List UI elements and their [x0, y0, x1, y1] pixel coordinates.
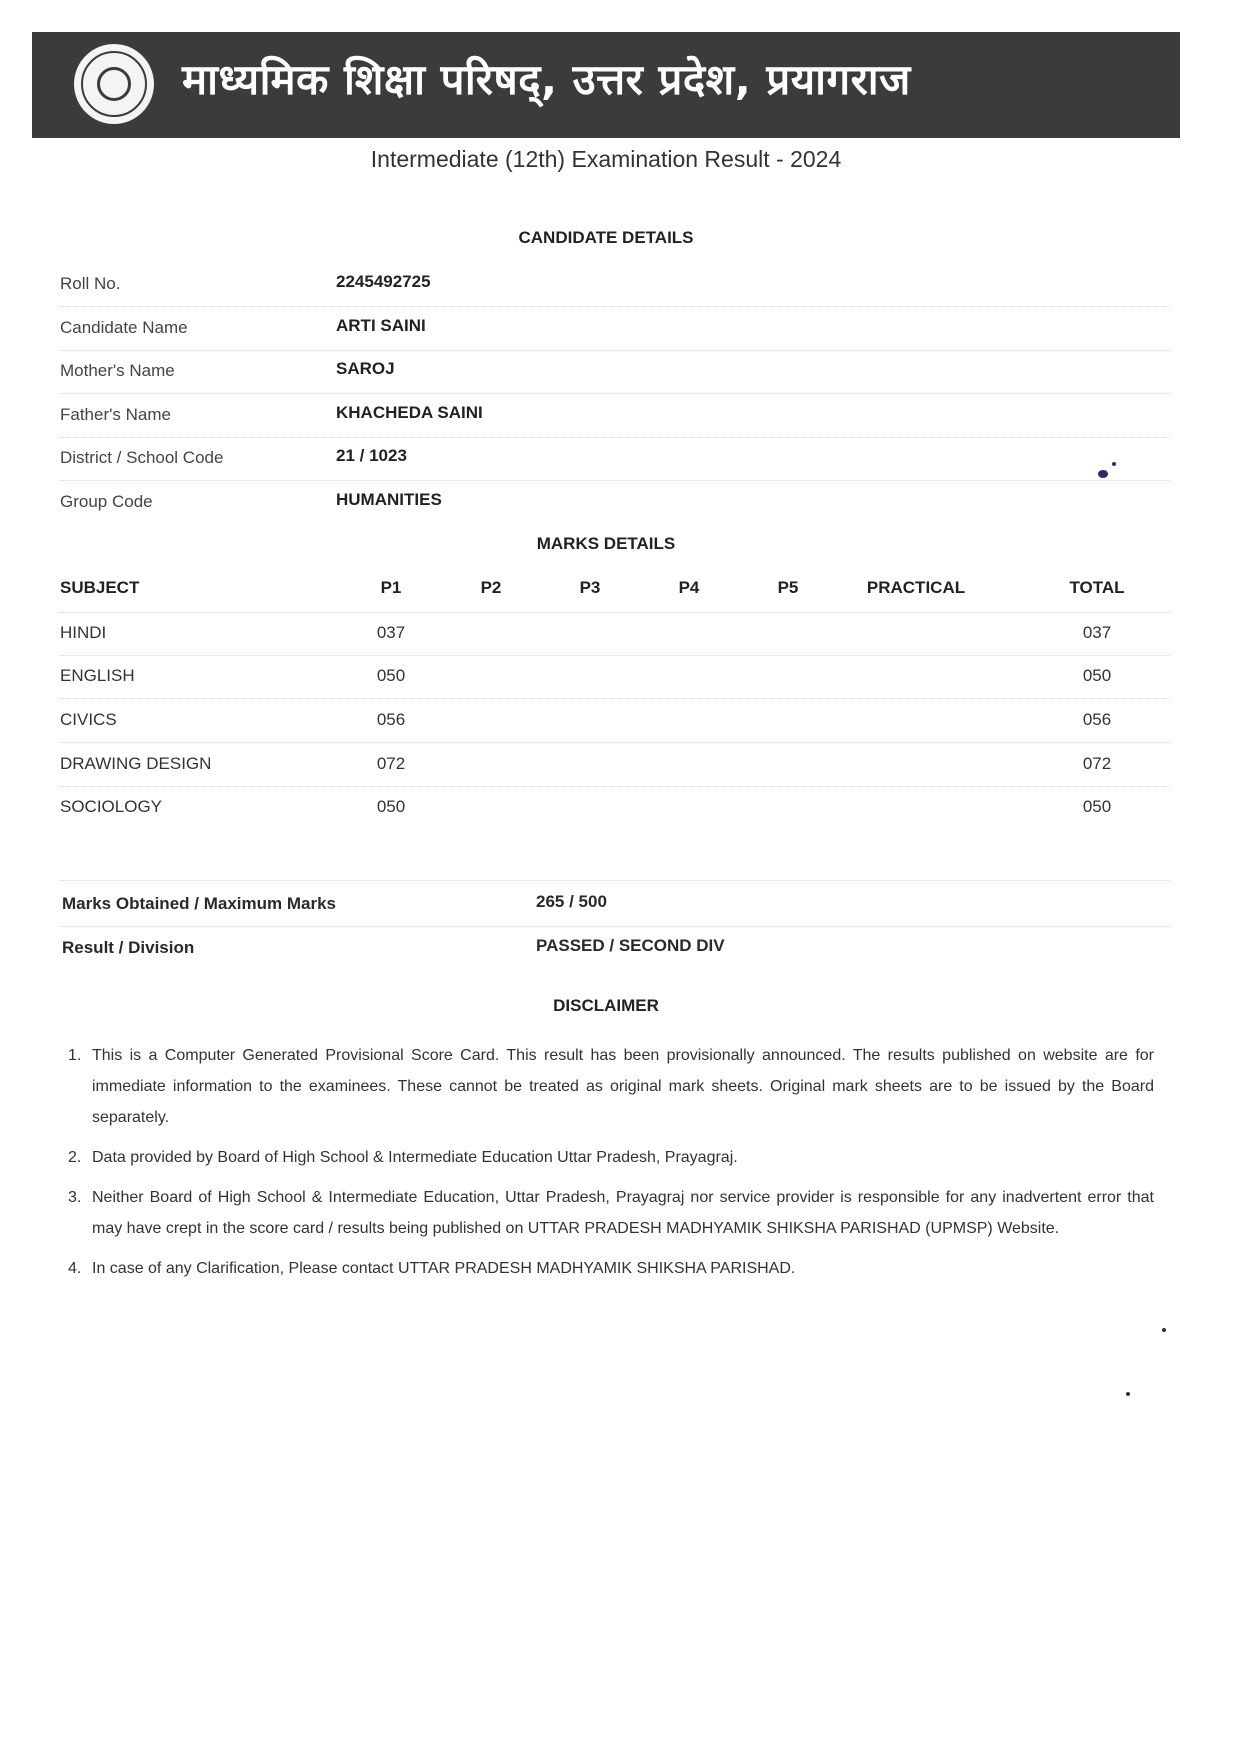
detail-row-group-code	[60, 492, 1170, 532]
table-row	[60, 754, 1180, 794]
disclaimer-text: Data provided by Board of High School & Intermediate Education Uttar Pradesh, Prayagraj.	[92, 1149, 738, 1166]
divider	[60, 698, 1170, 699]
column-header-p3: P3	[579, 578, 601, 597]
column-header-p1: P1	[380, 578, 402, 597]
detail-label: District / School Code	[60, 448, 224, 467]
divider	[60, 655, 1170, 656]
detail-label: Father's Name	[60, 405, 171, 424]
marks-obtained-row	[62, 894, 1162, 934]
p1-cell: 050	[376, 666, 406, 685]
ink-speck	[1098, 470, 1108, 478]
detail-value: 2245492725	[336, 272, 431, 291]
disclaimer-heading: DISCLAIMER	[553, 996, 659, 1015]
detail-label: Candidate Name	[60, 318, 188, 337]
candidate-details-heading: CANDIDATE DETAILS	[518, 228, 694, 247]
p1-cell: 056	[376, 710, 406, 729]
divider	[60, 350, 1170, 351]
p1-cell: 072	[376, 754, 406, 773]
ink-speck	[1162, 1328, 1166, 1332]
detail-value: ARTI SAINI	[336, 316, 426, 335]
column-header-subject: SUBJECT	[60, 578, 140, 597]
divider	[60, 393, 1170, 394]
exam-title: Intermediate (12th) Examination Result - 2024	[370, 146, 842, 172]
detail-label: Group Code	[60, 492, 153, 511]
column-header-p2: P2	[480, 578, 502, 597]
disclaimer-number: 1.	[68, 1047, 82, 1064]
divider	[60, 480, 1170, 481]
disclaimer-number: 4.	[68, 1260, 82, 1277]
total-cell: 037	[1082, 623, 1112, 642]
divider	[60, 437, 1170, 438]
detail-row-district-school-code	[60, 448, 1170, 488]
disclaimer-item	[60, 1182, 1154, 1244]
subject-cell: DRAWING DESIGN	[60, 754, 212, 773]
divider	[60, 926, 1170, 927]
column-header-p4: P4	[678, 578, 700, 597]
result-division-label: Result / Division	[62, 938, 195, 957]
divider	[60, 786, 1170, 787]
marks-obtained-value: 265 / 500	[536, 892, 607, 911]
table-row	[60, 797, 1180, 837]
column-header-total: TOTAL	[1069, 578, 1125, 597]
disclaimer-item	[60, 1040, 1154, 1133]
disclaimer-list	[60, 1040, 1154, 1293]
ink-speck	[1126, 1392, 1130, 1396]
divider	[60, 306, 1170, 307]
total-cell: 072	[1082, 754, 1112, 773]
table-row	[60, 623, 1180, 663]
disclaimer-text: This is a Computer Generated Provisional Score Card. This result has been provisionally announced. The results published on website are for immediate information to the examinees. These cannot be treated as original mark sheets. Original mark sheets are to be issued by the Board separately.	[92, 1047, 1154, 1126]
detail-row-candidate-name	[60, 318, 1170, 358]
board-name: माध्यमिक शिक्षा परिषद्, उत्तर प्रदेश, प्रयागराज	[182, 55, 911, 104]
disclaimer-text: In case of any Clarification, Please contact UTTAR PRADESH MADHYAMIK SHIKSHA PARISHAD.	[92, 1260, 796, 1277]
p1-cell: 037	[376, 623, 406, 642]
detail-value: KHACHEDA SAINI	[336, 403, 483, 422]
detail-row-father-name	[60, 405, 1170, 445]
detail-value: 21 / 1023	[336, 446, 407, 465]
table-row	[60, 710, 1180, 750]
total-cell: 050	[1082, 666, 1112, 685]
total-cell: 050	[1082, 797, 1112, 816]
subject-cell: HINDI	[60, 623, 107, 642]
detail-label: Mother's Name	[60, 361, 175, 380]
disclaimer-number: 2.	[68, 1149, 82, 1166]
result-division-value: PASSED / SECOND DIV	[536, 936, 725, 955]
detail-value: HUMANITIES	[336, 490, 442, 509]
detail-label: Roll No.	[60, 274, 121, 293]
detail-row-mother-name	[60, 361, 1170, 401]
disclaimer-item	[60, 1142, 1154, 1173]
header-band	[32, 32, 1180, 138]
table-row	[60, 666, 1180, 706]
divider	[60, 880, 1170, 881]
column-header-p5: P5	[777, 578, 799, 597]
divider	[60, 612, 1170, 613]
disclaimer-number: 3.	[68, 1189, 82, 1206]
marks-details-heading: MARKS DETAILS	[536, 534, 676, 553]
subject-cell: ENGLISH	[60, 666, 135, 685]
detail-value: SAROJ	[336, 359, 395, 378]
disclaimer-item	[60, 1253, 1154, 1284]
marks-obtained-label: Marks Obtained / Maximum Marks	[62, 894, 336, 913]
divider	[60, 742, 1170, 743]
disclaimer-text: Neither Board of High School & Intermediate Education, Uttar Pradesh, Prayagraj nor service provider is responsible for any inadvertent error that may have crept in the score card / results being published on UTTAR PRADESH MADHYAMIK SHIKSHA PARISHAD (UPMSP) Website.	[92, 1189, 1154, 1237]
total-cell: 056	[1082, 710, 1112, 729]
subject-cell: SOCIOLOGY	[60, 797, 163, 816]
column-header-practical: PRACTICAL	[866, 578, 966, 597]
subject-cell: CIVICS	[60, 710, 117, 729]
ink-speck	[1112, 462, 1116, 466]
result-division-row	[62, 938, 1162, 978]
board-emblem-icon	[74, 44, 154, 124]
detail-row-roll-no	[60, 274, 1170, 314]
p1-cell: 050	[376, 797, 406, 816]
